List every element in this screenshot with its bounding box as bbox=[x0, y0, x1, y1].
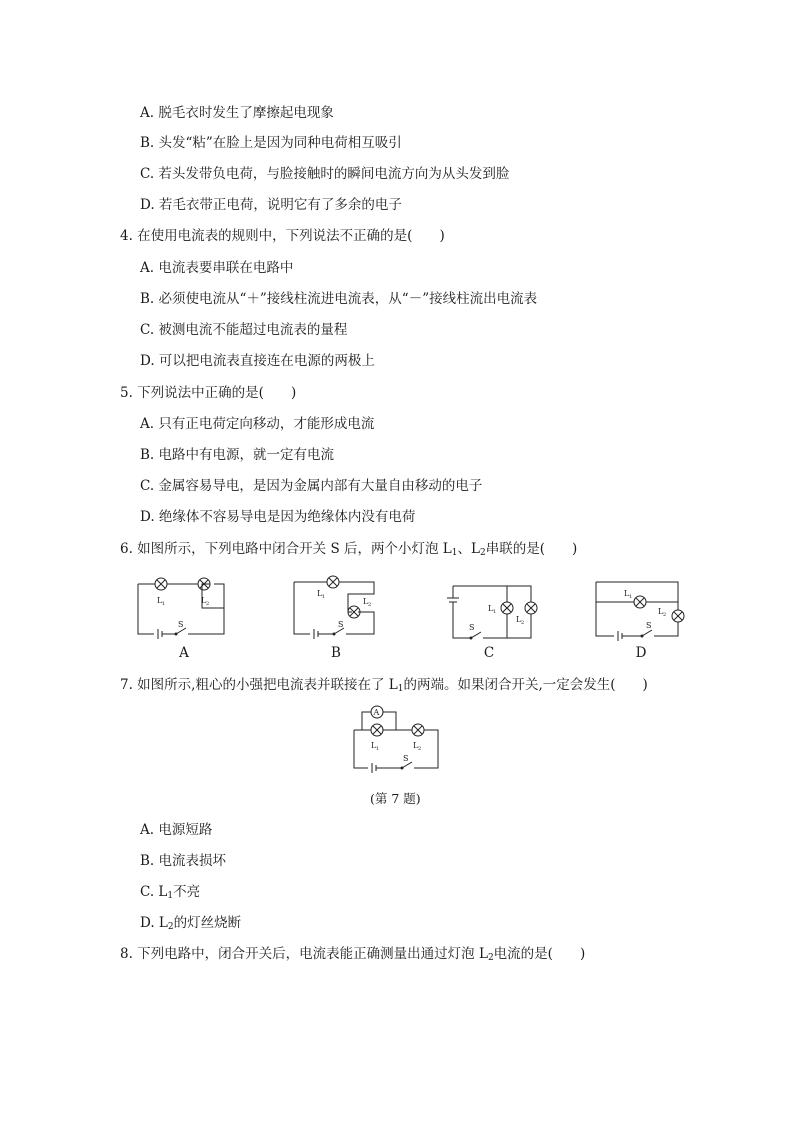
q5-option-a: A. 只有正电荷定向移动，才能形成电流 bbox=[140, 416, 375, 432]
svg-text:L: L bbox=[371, 741, 377, 750]
q7-option-c: C. $L_1$不亮 bbox=[140, 884, 201, 901]
svg-text:S: S bbox=[646, 621, 652, 630]
svg-text:2: 2 bbox=[368, 602, 372, 608]
q6-figure-label-a: A bbox=[179, 645, 189, 661]
q7-stem: 7. 如图所示,粗心的小强把电流表并联接在了 $L_1$的两端。如果闭合开关,一定会发生( ) bbox=[120, 677, 648, 694]
svg-text:2: 2 bbox=[418, 746, 422, 752]
ammeter-label: A bbox=[373, 708, 380, 717]
lamp-l1-icon bbox=[501, 602, 513, 614]
q7-option-a: A. 电源短路 bbox=[140, 822, 213, 838]
lamp-l2-icon bbox=[672, 610, 684, 622]
svg-text:S: S bbox=[178, 620, 184, 629]
q8-stem: 8. 下列电路中，闭合开关后，电流表能正确测量出通过灯泡 $L_2$电流的是( ) bbox=[120, 946, 586, 963]
svg-text:2: 2 bbox=[521, 620, 525, 626]
lamp-l1-icon bbox=[327, 576, 339, 588]
q6-circuit-c bbox=[443, 586, 539, 644]
lamp-l1-icon bbox=[155, 578, 167, 590]
q4-option-a: A. 电流表要串联在电路中 bbox=[140, 260, 294, 276]
svg-text:L: L bbox=[201, 596, 207, 605]
svg-text:L: L bbox=[488, 604, 494, 613]
lamp-l2-icon bbox=[412, 724, 424, 736]
q3-option-b: B. 头发“粘”在脸上是因为同种电荷相互吸引 bbox=[140, 135, 402, 151]
q6-figure-label-b: B bbox=[331, 645, 341, 661]
q5-option-c: C. 金属容易导电，是因为金属内部有大量自由移动的电子 bbox=[140, 478, 483, 494]
svg-text:L: L bbox=[624, 589, 630, 598]
svg-text:L: L bbox=[363, 597, 369, 606]
svg-text:1: 1 bbox=[376, 746, 380, 752]
q6-circuit-b bbox=[292, 574, 378, 640]
q5-stem: 5. 下列说法中正确的是( ) bbox=[120, 385, 297, 401]
svg-text:1: 1 bbox=[493, 609, 497, 615]
q7-figure-caption: (第 7 题) bbox=[370, 791, 421, 806]
q6-circuit-d bbox=[596, 580, 688, 640]
svg-text:L: L bbox=[413, 741, 419, 750]
q5-option-b: B. 电路中有电源，就一定有电流 bbox=[140, 447, 335, 463]
svg-text:S: S bbox=[338, 620, 344, 629]
q7-circuit bbox=[352, 704, 442, 774]
q3-option-a: A. 脱毛衣时发生了摩擦起电现象 bbox=[140, 105, 334, 121]
lamp-l1-icon bbox=[634, 596, 646, 608]
svg-text:L: L bbox=[658, 607, 664, 616]
svg-text:S: S bbox=[469, 623, 475, 632]
q3-option-c: C. 若头发带负电荷，与脸接触时的瞬间电流方向为从头发到脸 bbox=[140, 166, 510, 182]
lamp-l2-icon bbox=[525, 602, 537, 614]
svg-text:1: 1 bbox=[629, 594, 633, 600]
q3-option-d: D. 若毛衣带正电荷，说明它有了多余的电子 bbox=[140, 197, 402, 213]
q7-option-d: D. $L_2$的灯丝烧断 bbox=[140, 915, 242, 932]
svg-text:2: 2 bbox=[663, 612, 667, 618]
q4-option-d: D. 可以把电流表直接连在电源的两极上 bbox=[140, 353, 375, 369]
q4-option-b: B. 必须使电流从“＋”接线柱流进电流表，从“－”接线柱流出电流表 bbox=[140, 291, 538, 307]
q6-stem: 6. 如图所示，下列电路中闭合开关 S 后，两个小灯泡 $L_1$、$L_2$串联的是( ) bbox=[120, 541, 578, 558]
q6-figure-label-d: D bbox=[635, 645, 647, 661]
q6-figure-label-c: C bbox=[483, 645, 495, 661]
q4-option-c: C. 被测电流不能超过电流表的量程 bbox=[140, 322, 348, 338]
svg-text:1: 1 bbox=[162, 601, 166, 607]
svg-text:L: L bbox=[317, 589, 323, 598]
svg-text:L: L bbox=[157, 596, 163, 605]
q4-stem: 4. 在使用电流表的规则中，下列说法不正确的是( ) bbox=[120, 228, 445, 244]
svg-text:2: 2 bbox=[206, 601, 210, 607]
svg-text:L: L bbox=[516, 615, 522, 624]
svg-text:S: S bbox=[403, 754, 409, 763]
svg-text:1: 1 bbox=[322, 594, 326, 600]
lamp-l1-icon bbox=[371, 724, 383, 736]
q7-option-b: B. 电流表损坏 bbox=[140, 853, 227, 869]
q6-circuit-a bbox=[138, 572, 230, 642]
q5-option-d: D. 绝缘体不容易导电是因为绝缘体内没有电荷 bbox=[140, 509, 416, 525]
